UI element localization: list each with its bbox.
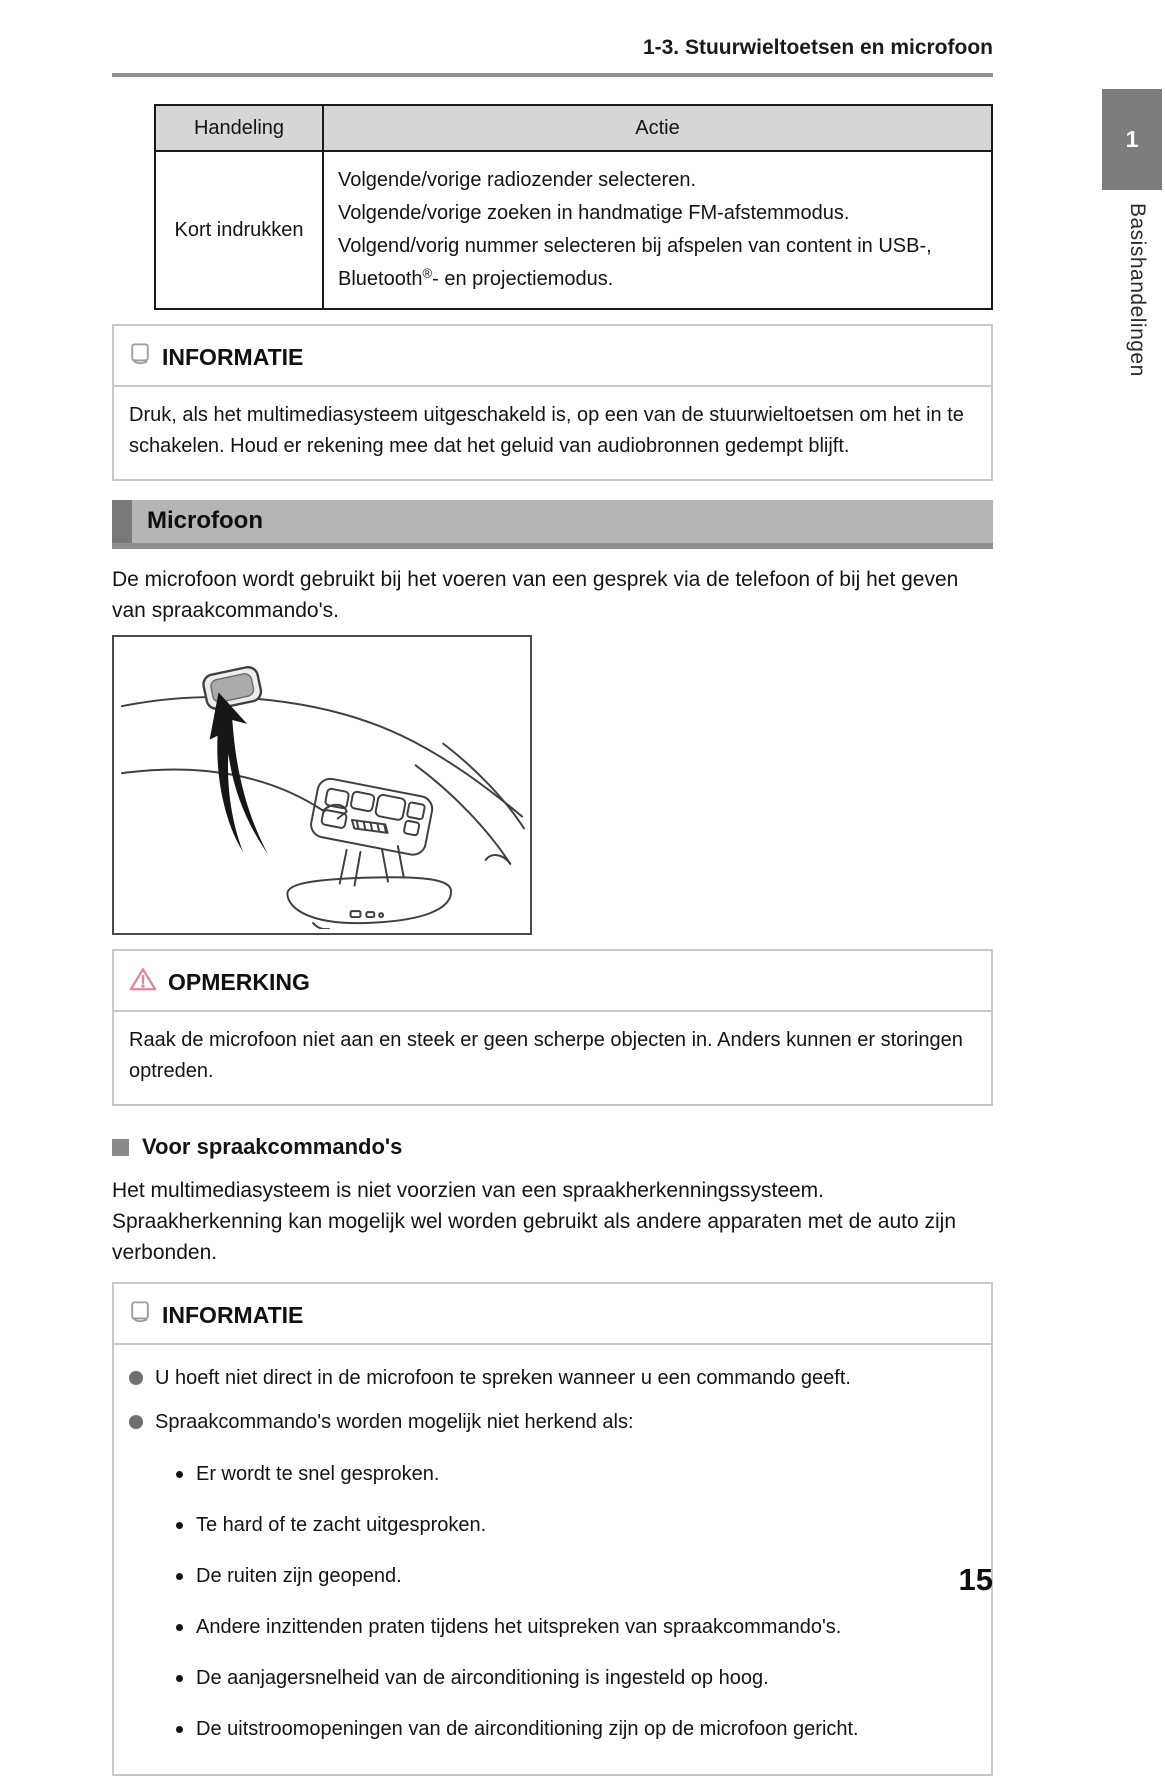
section-header-microfoon [112,500,993,549]
table-row [155,151,992,309]
bullet-icon [129,1371,143,1385]
warning-triangle-icon [129,966,157,998]
column-header-actie: Actie [323,105,992,151]
microphone-icon [202,665,263,710]
square-bullet-icon [112,1139,129,1156]
subsection-paragraph: Het multimediasysteem is niet voorzien van een spraakherkenningssysteem. Spraakherkenning kan mogelijk wel worden gebruikt als andere apparaten met de auto zijn verbonden. [112,1179,957,1264]
chapter-tab: 1 [1102,89,1162,190]
table-cell-handeling: Kort indrukken [155,151,323,309]
info-box-2-header [114,1284,991,1345]
info-box-2-title: INFORMATIE [162,1301,304,1328]
info-box-2-body [114,1345,991,1774]
list-item: Andere inzittenden praten tijdens het uitspreken van spraakcommando's. [176,1614,976,1641]
column-header-handeling: Handeling [155,105,323,151]
steering-wheel-actions-table [154,104,993,310]
book-icon [129,341,151,373]
info-box-1-title: INFORMATIE [162,343,304,370]
info-box-2 [112,1282,993,1776]
list-item: U hoeft niet direct in de microfoon te spreken wanneer u een commando geeft. [129,1364,976,1393]
info-box-1-header [114,326,991,387]
registered-trademark-symbol: ® [422,265,433,281]
actie-line: Volgende/vorige zoeken in handmatige FM-afstemmodus. [338,202,850,224]
warning-box-title: OPMERKING [168,968,310,995]
info-box-1-body: Druk, als het multimediasysteem uitgeschakeld is, op een van de stuurwieltoetsen om het in te schakelen. Houd er rekening mee dat het geluid van audiobronnen gedempt blijft. [129,404,964,457]
dot-icon [176,1726,183,1733]
book-icon [129,1299,151,1331]
list-item: Spraakcommando's worden mogelijk niet herkend als: [129,1408,976,1437]
dot-icon [176,1573,183,1580]
dot-icon [176,1522,183,1529]
bullet-icon [129,1415,143,1429]
warning-box-header [114,951,991,1012]
subsection-header [112,1134,993,1160]
microphone-location-illustration [112,635,532,935]
list-item: De ruiten zijn geopend. [176,1563,976,1590]
header-divider [112,73,993,77]
subsection-title: Voor spraakcommando's [142,1134,403,1159]
dot-icon [176,1471,183,1478]
dot-icon [176,1675,183,1682]
list-item: Er wordt te snel gesproken. [176,1461,976,1488]
page-title: 1-3. Stuurwieltoetsen en microfoon [642,36,993,59]
list-item: Te hard of te zacht uitgesproken. [176,1512,976,1539]
list-item: De uitstroomopeningen van de airconditioning zijn op de microfoon gericht. [176,1716,976,1743]
list-item: De aanjagersnelheid van de airconditioning is ingesteld op hoog. [176,1665,976,1692]
section-intro-paragraph: De microfoon wordt gebruikt bij het voeren van een gesprek via de telefoon of bij het geven van spraakcommando's. [112,568,959,622]
section-title: Microfoon [132,500,993,543]
page-number: 15 [958,1562,993,1597]
page-content [112,0,993,1776]
actie-line: Volgend/vorig nummer selecteren bij afspelen van content in USB-, Bluetooth®- en projectiemodus. [338,235,932,290]
section-accent [112,500,132,543]
table-cell-actie [323,151,992,309]
warning-box-body: Raak de microfoon niet aan en steek er geen scherpe objecten in. Anders kunnen er storingen optreden. [129,1029,963,1082]
warning-box [112,949,993,1106]
info-box-1 [112,324,993,481]
dot-icon [176,1624,183,1631]
actie-line: Volgende/vorige radiozender selecteren. [338,169,697,191]
chapter-label: Basishandelingen [1126,203,1149,377]
